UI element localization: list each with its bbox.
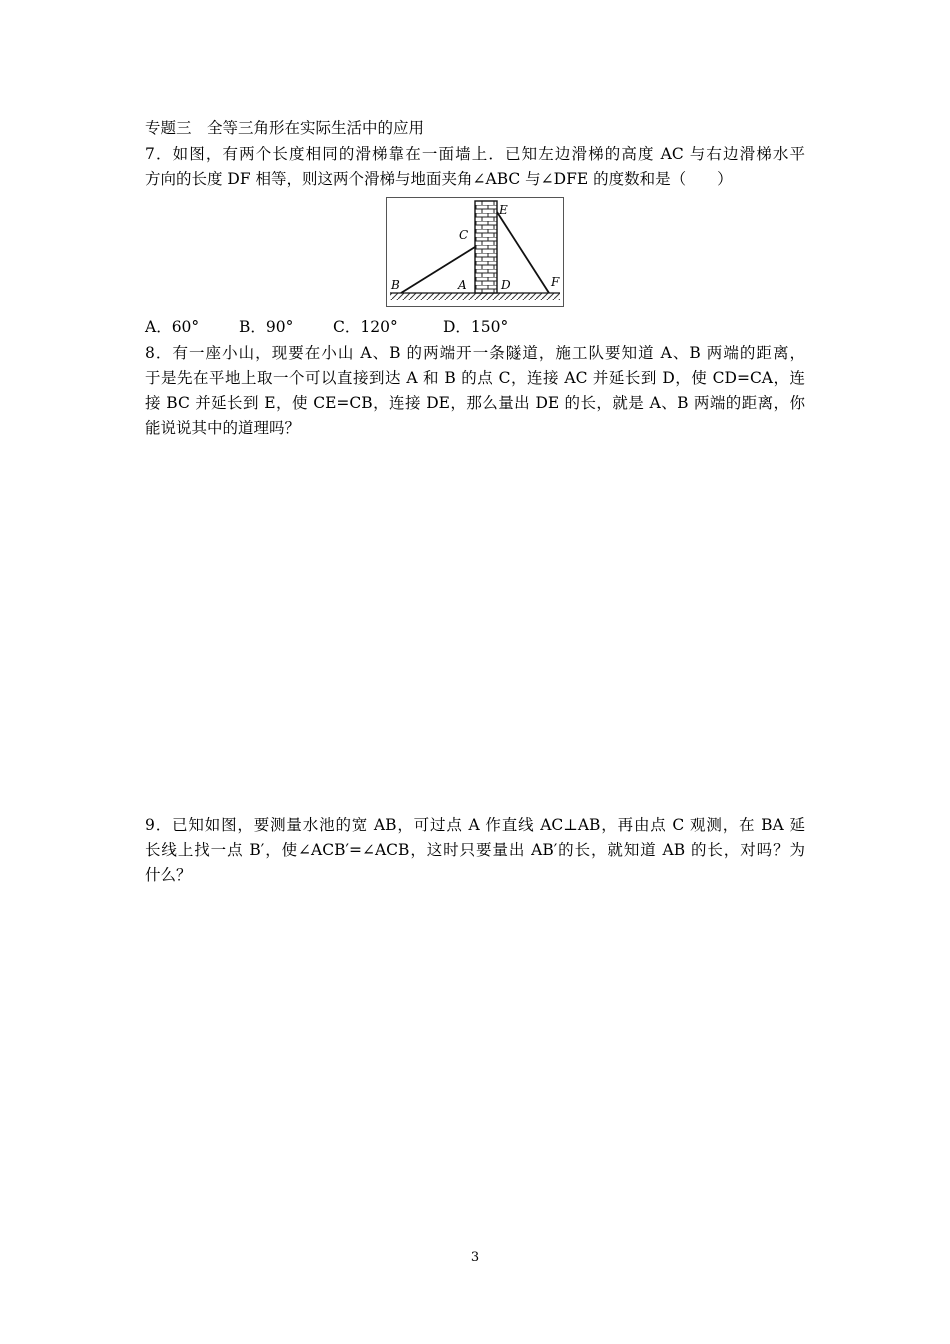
brick-wall [475, 201, 497, 293]
q8-line-2: 于是先在平地上取一个可以直接到达 A 和 B 的点 C，连接 AC 并延长到 D，使 CD=CA，连 [145, 369, 805, 387]
option-d: D．150° [443, 318, 509, 336]
q9-line-2: 长线上找一点 B′，使∠ACB′=∠ACB，这时只要量出 AB′的长，就知道 AB 的长，对吗？为 [145, 841, 805, 859]
slides-figure [386, 197, 564, 307]
label-C: C [459, 228, 469, 242]
label-A: A [458, 278, 467, 292]
q8-line-3: 接 BC 并延长到 E，使 CE=CB，连接 DE，那么量出 DE 的长，就是 A、B 两端的距离，你 [145, 394, 805, 412]
ground-hatch [390, 293, 560, 300]
label-B: B [391, 278, 400, 292]
option-a: A．60° [145, 318, 200, 336]
q7-line-2: 方向的长度 DF 相等，则这两个滑梯与地面夹角∠ABC 与∠DFE 的度数和是（ ） [145, 170, 733, 188]
label-D: D [501, 278, 511, 292]
q7-line-1: 7．如图，有两个长度相同的滑梯靠在一面墙上．已知左边滑梯的高度 AC 与右边滑梯水平 [145, 145, 805, 163]
q8-line-1: 8．有一座小山，现要在小山 A、B 的两端开一条隧道，施工队要知道 A、B 两端的距离， [145, 344, 805, 362]
option-b: B．90° [239, 318, 294, 336]
section-title: 专题三 全等三角形在实际生活中的应用 [145, 119, 425, 137]
q9-line-1: 9．已知如图，要测量水池的宽 AB，可过点 A 作直线 AC⊥AB，再由点 C 观测，在 BA 延 [145, 816, 805, 834]
label-F: F [551, 275, 560, 289]
q8-line-4: 能说说其中的道理吗？ [145, 419, 301, 437]
label-E: E [499, 203, 508, 217]
option-c: C．120° [333, 318, 398, 336]
page-number: 3 [470, 1250, 480, 1265]
q7-options [145, 317, 508, 337]
q9-line-3: 什么？ [145, 866, 192, 884]
